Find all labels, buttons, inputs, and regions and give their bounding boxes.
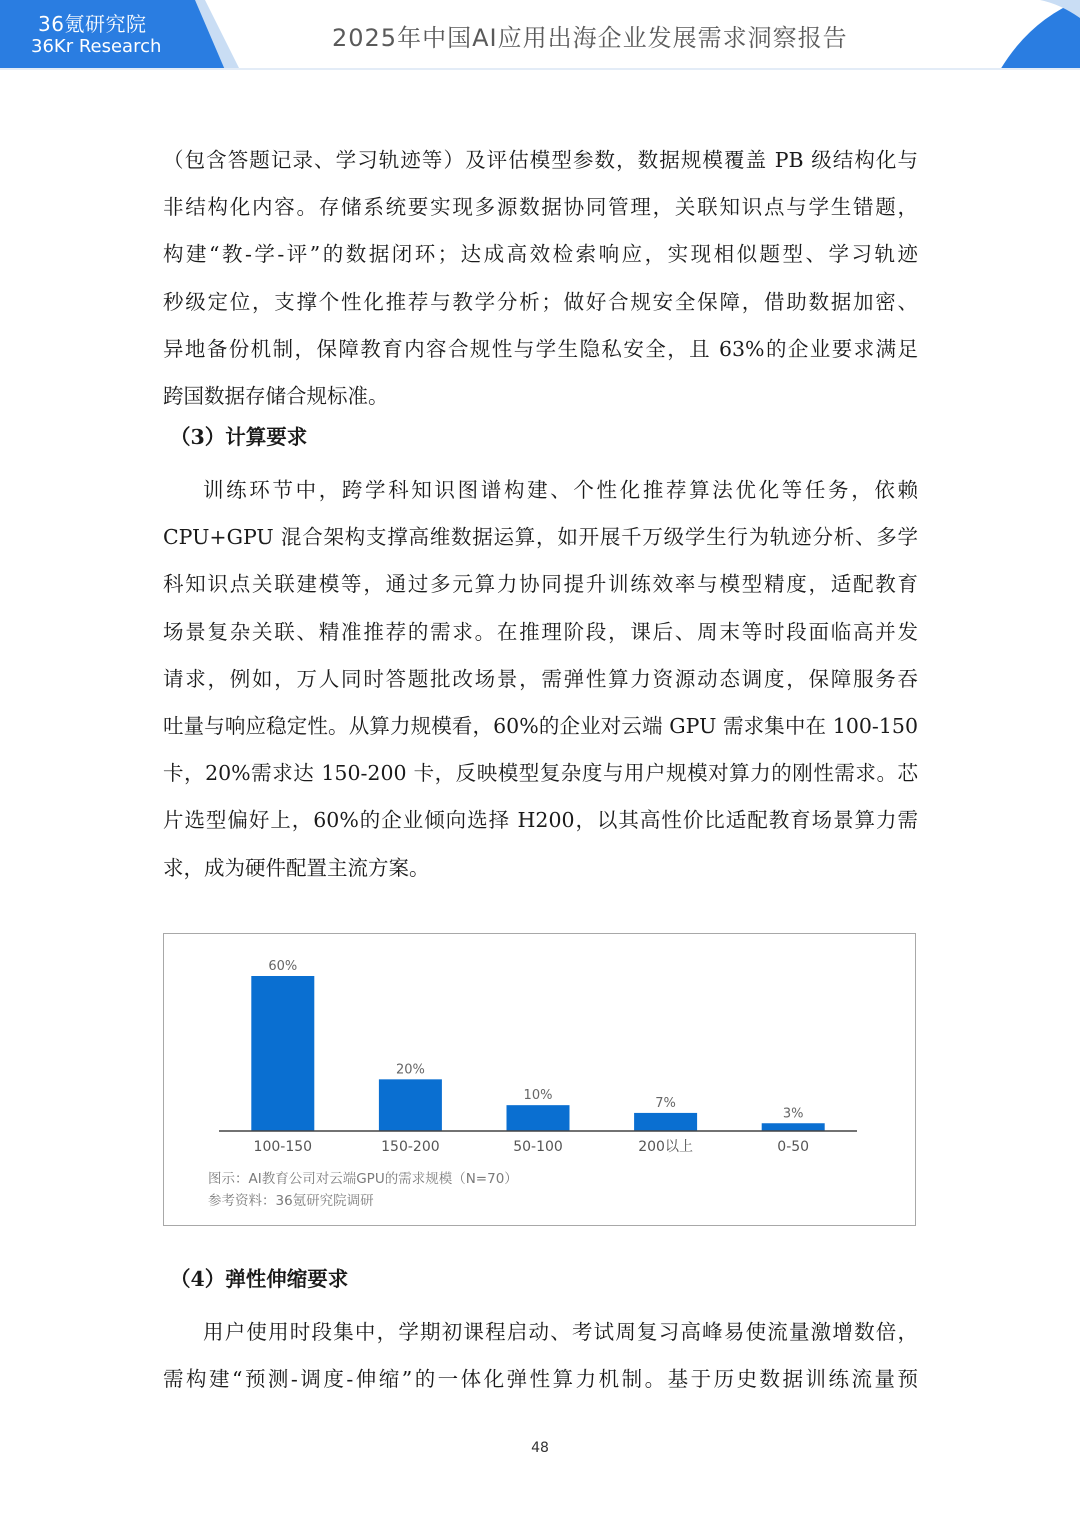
text-line: 场景复杂关联、精准推荐的需求。在推理阶段，课后、周末等时段面临高并发 [163, 619, 918, 644]
text-line: 片选型偏好上，60%的企业倾向选择 H200，以其高性价比适配教育场景算力需 [163, 808, 918, 833]
text-line: 异地备份机制，保障教育内容合规性与学生隐私安全，且 63%的企业要求满足 [163, 336, 918, 361]
text-line: 构建“教-学-评”的数据闭环；达成高效检索响应，实现相似题型、学习轨迹 [163, 242, 918, 267]
text-line: 吐量与响应稳定性。从算力规模看，60%的企业对云端 GPU 需求集中在 100-150 [163, 714, 918, 739]
page-header [0, 0, 1080, 70]
bar-value-label: 7% [655, 1095, 676, 1111]
gpu-demand-chart [163, 933, 916, 1226]
logo-text-cn: 36氪研究院 [38, 12, 147, 36]
category-tick-label: 0-50 [777, 1139, 810, 1155]
category-tick-label: 200以上 [638, 1139, 693, 1155]
text-line: 卡，20%需求达 150-200 卡，反映模型复杂度与用户规模对算力的刚性需求。芯 [163, 761, 918, 786]
header-divider [0, 68, 1080, 70]
text-line: 非结构化内容。存储系统要实现多源数据协同管理，关联知识点与学生错题， [163, 195, 918, 220]
corner-decoration-shape [1000, 0, 1080, 70]
bar-150-200 [379, 1079, 442, 1131]
bar-value-label: 10% [523, 1088, 553, 1104]
text-line: 用户使用时段集中，学期初课程启动、考试周复习高峰易使流量激增数倍， [203, 1320, 918, 1344]
bar-50-100 [507, 1105, 570, 1131]
text-line: 需构建“预测-调度-伸缩”的一体化弹性算力机制。基于历史数据训练流量预 [163, 1367, 918, 1392]
page-number: 48 [531, 1440, 549, 1456]
paragraph-compute [163, 467, 918, 892]
logo-text-en: 36Kr Research [31, 36, 162, 57]
text-line: 求，成为硬件配置主流方案。 [163, 855, 430, 880]
section-heading-elastic: （4）弹性伸缩要求 [170, 1267, 349, 1291]
bar-value-label: 20% [395, 1062, 425, 1078]
category-tick-label: 50-100 [513, 1139, 563, 1155]
text-line: 跨国数据存储合规标准。 [163, 384, 389, 409]
category-tick-label: 150-200 [381, 1139, 440, 1155]
bar-200以上 [634, 1113, 697, 1131]
bar-100-150 [251, 976, 314, 1131]
chart-source: 参考资料：36氪研究院调研 [208, 1193, 374, 1209]
chart-caption: 图示：AI教育公司对云端GPU的需求规模（N=70） [208, 1171, 518, 1187]
paragraph-elastic [163, 1309, 918, 1403]
text-line: 训练环节中，跨学科知识图谱构建、个性化推荐算法优化等任务，依赖 [203, 478, 918, 502]
report-title: 2025年中国AI应用出海企业发展需求洞察报告 [332, 24, 848, 52]
bar-value-label: 3% [782, 1106, 804, 1122]
bar-0-50 [762, 1123, 825, 1131]
text-line: CPU+GPU 混合架构支撑高维数据运算，如开展千万级学生行为轨迹分析、多学 [163, 525, 918, 550]
bar-value-label: 60% [268, 959, 298, 974]
text-line: 秒级定位，支撑个性化推荐与教学分析；做好合规安全保障，借助数据加密、 [163, 289, 918, 314]
text-line: （包含答题记录、学习轨迹等）及评估模型参数，数据规模覆盖 PB 级结构化与 [163, 148, 918, 172]
text-line: 请求，例如，万人同时答题批改场景，需弹性算力资源动态调度，保障服务吞 [163, 666, 918, 691]
paragraph-storage [163, 137, 918, 420]
text-line: 科知识点关联建模等，通过多元算力协同提升训练效率与模型精度，适配教育 [163, 572, 918, 597]
category-tick-label: 100-150 [253, 1139, 313, 1155]
section-heading-compute: （3）计算要求 [170, 425, 308, 449]
